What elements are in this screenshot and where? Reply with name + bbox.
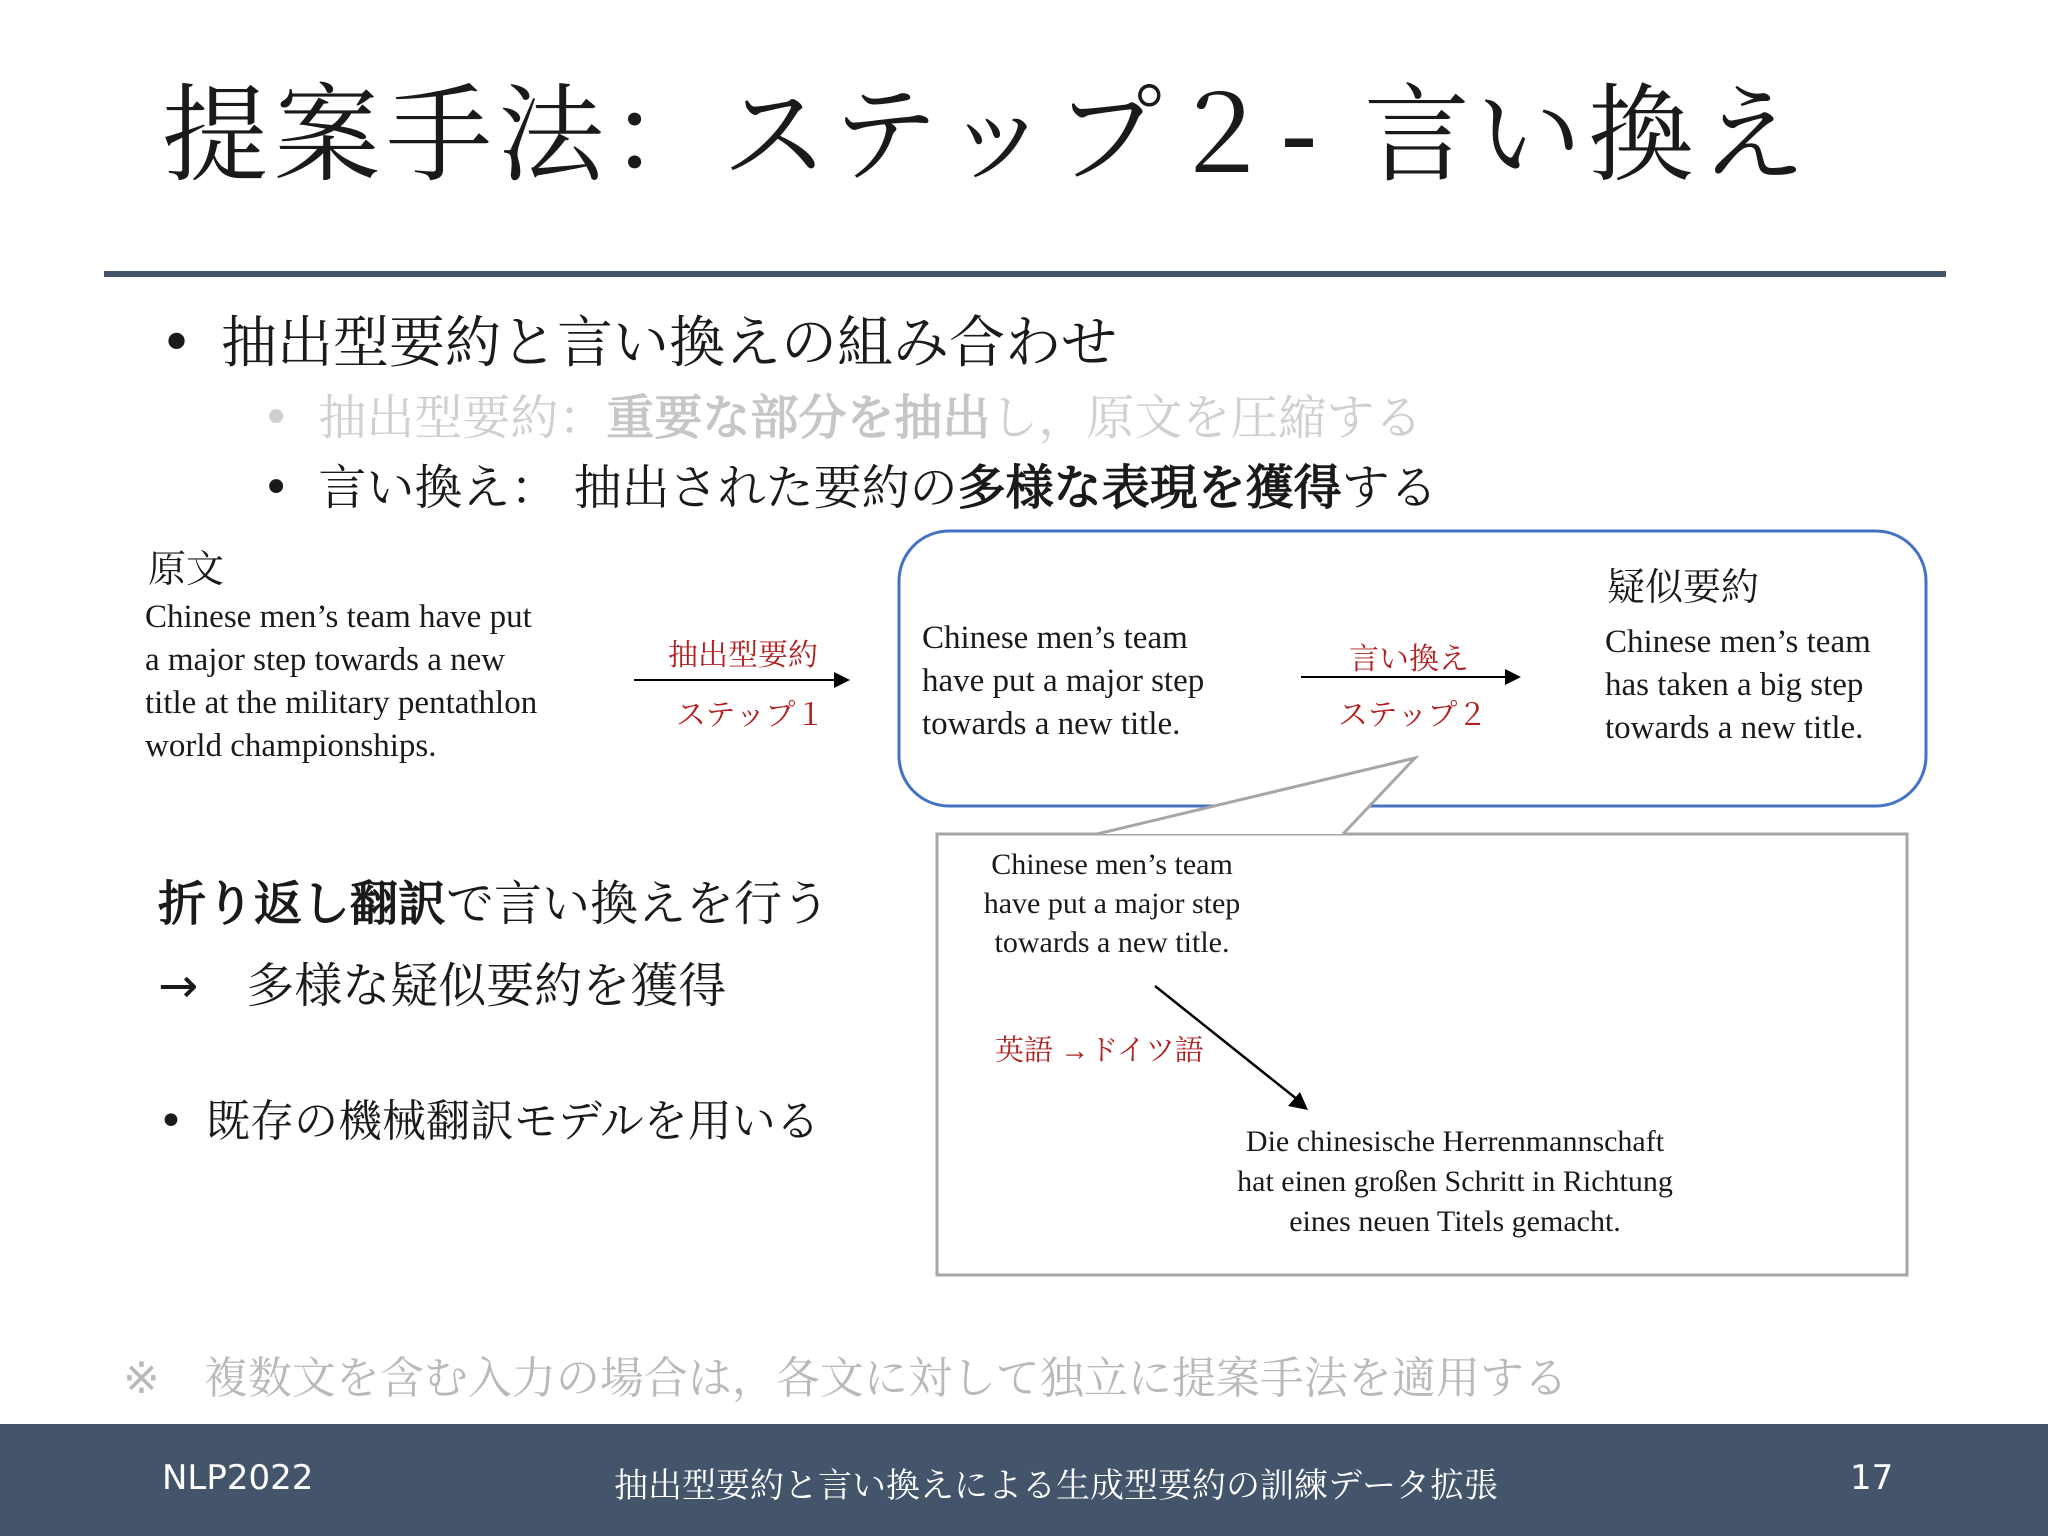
pseudo-line: Chinese men’s team — [1605, 624, 1871, 660]
back-translation-bold: 折り返し翻訳 — [158, 876, 447, 932]
page-number: 17 — [1850, 1458, 1894, 1498]
step2-sub: ステップ２ — [1338, 699, 1488, 732]
bullet-sub2-pre: 言い換え： 抽出された要約の — [318, 460, 958, 516]
callout-de-line: eines neuen Titels gemacht. — [1289, 1205, 1621, 1238]
source-text — [145, 596, 585, 768]
source-line: a major step towards a new — [145, 642, 506, 678]
back-translation-line — [158, 876, 830, 934]
translate-label: 英語 →ドイツ語 — [995, 1035, 1204, 1067]
pseudo-text — [1605, 621, 1905, 750]
bullet-sub1-bold: 重要な部分を抽出 — [606, 390, 991, 446]
slide-title: 提案手法：ステップ２- 言い換え — [162, 74, 1812, 197]
pseudo-label: 疑似要約 — [1607, 565, 1760, 609]
diverse-summary-line: → 多様な疑似要約を獲得 — [158, 958, 727, 1014]
mt-model-bullet — [158, 1096, 820, 1149]
pseudo-line: towards a new title. — [1605, 710, 1864, 746]
step1-label: 抽出型要約 — [668, 639, 818, 672]
footnote: ※ 複数文を含む入力の場合は，各文に対して独立に提案手法を適用する — [123, 1353, 1568, 1404]
source-label: 原文 — [148, 547, 225, 591]
bullet-main-text: 抽出型要約と言い換えの組み合わせ — [221, 311, 1118, 376]
callout-en-line: have put a major step — [983, 887, 1241, 920]
bullet-sub2-bold: 多様な表現を獲得 — [957, 460, 1342, 516]
step1-sub: ステップ１ — [676, 699, 826, 732]
step2-arrow — [1301, 676, 1519, 678]
footer-conference: NLP2022 — [162, 1458, 314, 1498]
bullet-dot: • — [262, 460, 291, 516]
back-translation-rest: で言い換えを行う — [446, 876, 831, 932]
extract-line: have put a major step — [922, 663, 1205, 699]
callout-de-line: hat einen großen Schritt in Richtung — [1237, 1165, 1673, 1198]
bullet-sub1-post: し，原文を圧縮する — [990, 390, 1423, 446]
bullet-dot: • — [262, 390, 291, 446]
source-line: Chinese men’s team have put — [145, 599, 532, 635]
footer-bar — [0, 1424, 2048, 1536]
extract-line: Chinese men’s team — [922, 620, 1188, 656]
callout-de-line: Die chinesische Herrenmannschaft — [1245, 1125, 1665, 1158]
step2-label: 言い換え — [1349, 643, 1469, 676]
bullet-dot: • — [160, 311, 194, 376]
mt-model-text: 既存の機械翻訳モデルを用いる — [205, 1096, 820, 1147]
extract-text — [922, 617, 1252, 746]
bullet-dot: • — [158, 1096, 184, 1147]
step1-arrow — [634, 679, 848, 681]
callout-en-line: Chinese men’s team — [991, 848, 1233, 881]
callout-de-text — [1150, 1122, 1760, 1242]
callout-en-line: towards a new title. — [994, 926, 1230, 959]
footer-title: 抽出型要約と言い換えによる生成型要約の訓練データ拡張 — [614, 1466, 1498, 1506]
source-line: title at the military pentathlon — [145, 685, 538, 721]
pseudo-line: has taken a big step — [1605, 667, 1864, 703]
extract-line: towards a new title. — [922, 706, 1181, 742]
source-line: world championships. — [145, 728, 437, 764]
bullet-sub2-post: する — [1341, 460, 1438, 516]
callout-en-text — [942, 845, 1282, 962]
bullet-sub1-pre: 抽出型要約： — [318, 390, 607, 446]
